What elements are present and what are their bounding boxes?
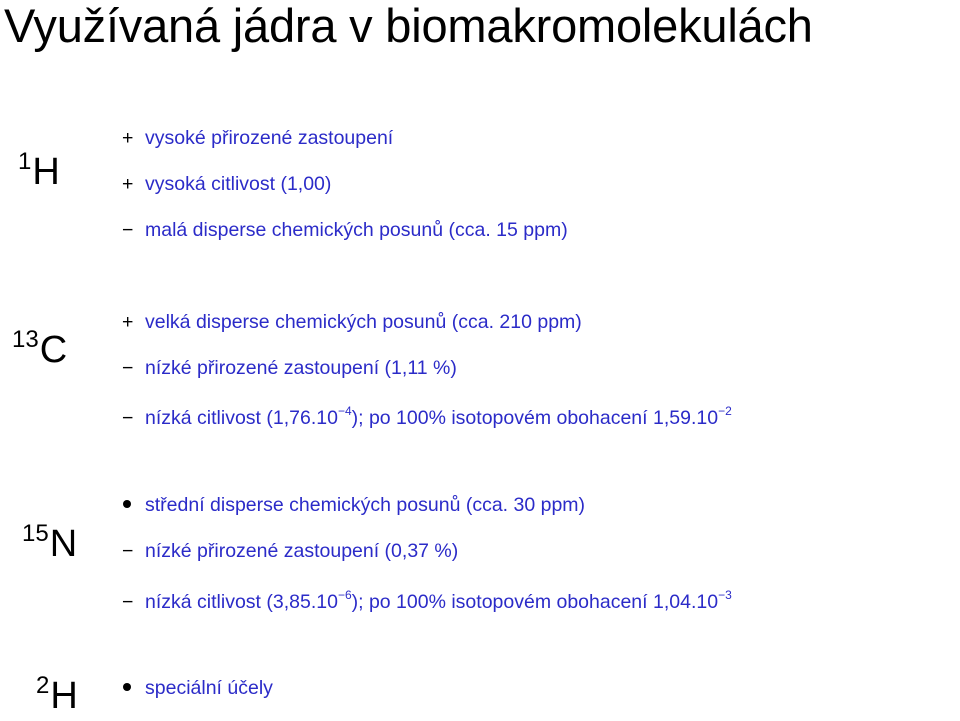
exponent: −2 bbox=[718, 404, 732, 418]
page-title: Využívaná jádra v biomakromolekulách bbox=[4, 0, 813, 52]
mass-number: 2 bbox=[36, 672, 50, 699]
list-item bbox=[122, 310, 582, 334]
item-text-part: nízká citlivost (3,85.10 bbox=[145, 590, 338, 613]
item-text: speciální účely bbox=[145, 677, 273, 699]
minus-icon: − bbox=[122, 590, 134, 613]
item-text: nízké přirozené zastoupení (1,11 %) bbox=[145, 357, 457, 379]
exponent: −4 bbox=[337, 404, 352, 418]
minus-icon: − bbox=[122, 406, 134, 429]
exponent: −3 bbox=[718, 588, 732, 602]
nucleus-13c-label bbox=[12, 326, 68, 375]
element-symbol: H bbox=[50, 675, 78, 717]
minus-icon: − bbox=[122, 357, 134, 379]
list-item bbox=[122, 400, 732, 430]
minus-icon: − bbox=[122, 219, 134, 241]
list-item bbox=[122, 493, 585, 517]
element-symbol: C bbox=[39, 329, 68, 371]
bullet-icon bbox=[122, 676, 145, 700]
item-text: vysoká citlivost (1,00) bbox=[145, 173, 332, 195]
list-item bbox=[122, 584, 732, 614]
element-symbol: N bbox=[49, 523, 78, 565]
item-text bbox=[145, 404, 732, 429]
item-text bbox=[145, 588, 732, 613]
list-item bbox=[122, 126, 393, 150]
nucleus-2h-label bbox=[36, 672, 78, 721]
minus-icon: − bbox=[122, 540, 134, 562]
nucleus-1h-label bbox=[18, 148, 60, 197]
item-text-part: ); po 100% isotopovém obohacení 1,04.10 bbox=[351, 590, 719, 613]
plus-icon: + bbox=[122, 173, 134, 195]
plus-icon: + bbox=[122, 311, 134, 333]
item-text: velká disperse chemických posunů (cca. 210 ppm) bbox=[145, 311, 582, 333]
mass-number: 15 bbox=[22, 520, 49, 547]
item-text-part: nízká citlivost (1,76.10 bbox=[145, 406, 338, 429]
item-text: malá disperse chemických posunů (cca. 15 ppm) bbox=[145, 219, 568, 241]
exponent: −6 bbox=[337, 588, 352, 602]
mass-number: 13 bbox=[12, 326, 39, 353]
item-text: střední disperse chemických posunů (cca. 30 ppm) bbox=[145, 494, 586, 516]
list-item bbox=[122, 172, 331, 196]
plus-icon: + bbox=[122, 127, 134, 149]
item-text: nízké přirozené zastoupení (0,37 %) bbox=[145, 540, 459, 562]
mass-number: 1 bbox=[18, 148, 32, 175]
element-symbol: H bbox=[32, 151, 60, 193]
item-text: vysoké přirozené zastoupení bbox=[145, 127, 394, 149]
nucleus-15n-label bbox=[22, 520, 78, 569]
list-item bbox=[122, 356, 457, 380]
item-text-part: ); po 100% isotopovém obohacení 1,59.10 bbox=[351, 406, 719, 429]
list-item bbox=[122, 676, 273, 700]
list-item bbox=[122, 539, 458, 563]
list-item bbox=[122, 218, 568, 242]
bullet-icon bbox=[122, 493, 145, 517]
